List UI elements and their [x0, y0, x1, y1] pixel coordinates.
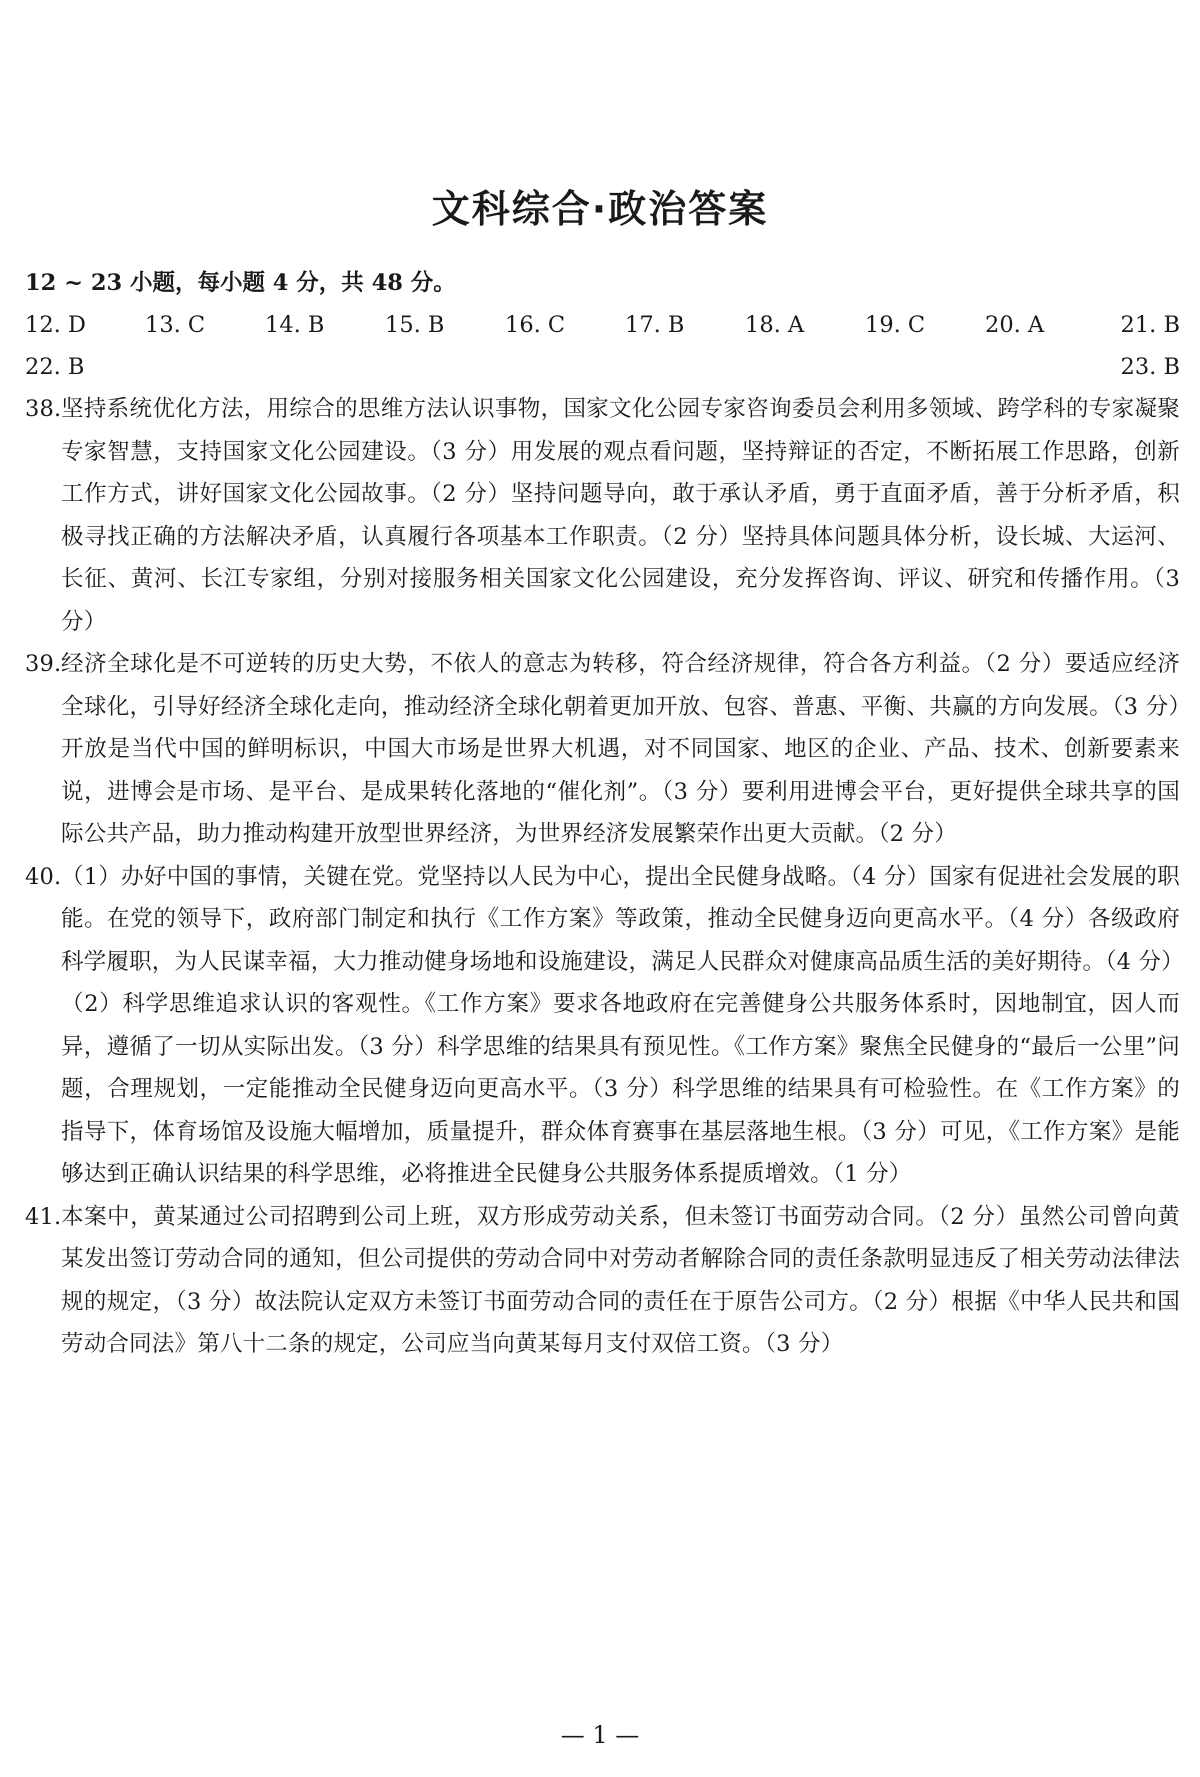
question-39 — [25, 643, 1180, 856]
page-number: — 1 — — [560, 1721, 640, 1749]
mc-answer: 23. B — [1120, 354, 1180, 380]
question-40 — [25, 856, 1184, 1196]
mc-answer: 13. C — [145, 312, 206, 338]
mc-answer: 16. C — [505, 312, 566, 338]
mc-answer: 17. B — [625, 312, 685, 338]
mc-answer: 18. A — [745, 312, 805, 338]
mc-answer: 12. D — [25, 312, 86, 338]
mc-answer: 19. C — [865, 312, 926, 338]
answer-paragraph: 经济全球化是不可逆转的历史大势，不依人的意志为转移，符合经济规律，符合各方利益。（2 分）要适应经济全球化，引导好经济全球化走向，推动经济全球化朝着更加开放、包容、普惠、平衡、共赢的方向发展。（3 分）开放是当代中国的鲜明标识，中国大市场是世界大机遇，对不同国家、地区的企业、产品、技术、创新要素来说，进博会是市场、是平台、是成果转化落地的“催化剂”。（3 分）要利用进博会平台，更好提供全球共享的国际公共产品，助力推动构建开放型世界经济，为世界经济发展繁荣作出更大贡献。（2 分） — [61, 651, 1180, 847]
mc-answer: 21. B — [1120, 312, 1180, 338]
answer-body — [25, 262, 1184, 1366]
mc-answer: 15. B — [385, 312, 445, 338]
question-number: 41. — [25, 1203, 62, 1230]
answer-paragraph: 坚持系统优化方法，用综合的思维方法认识事物，国家文化公园专家咨询委员会利用多领域、跨学科的专家凝聚专家智慧，支持国家文化公园建设。（3 分）用发展的观点看问题，坚持辩证的否定，不断拓展工作思路，创新工作方式，讲好国家文化公园故事。（2 分）坚持问题导向，敢于承认矛盾，勇于直面矛盾，善于分析矛盾，积极寻找正确的方法解决矛盾，认真履行各项基本工作职责。（2 分）坚持具体问题具体分析，设长城、大运河、长征、黄河、长江专家组，分别对接服务相关国家文化公园建设，充分发挥咨询、评议、研究和传播作用。（3 分） — [61, 396, 1180, 635]
page-title: 文科综合·政治答案 — [431, 187, 769, 231]
mc-answer: 22. B — [25, 354, 85, 380]
mc-answer: 14. B — [265, 312, 325, 338]
mc-answer-row-1 — [25, 304, 1180, 346]
mc-answer: 20. A — [985, 312, 1045, 338]
question-number: 40. — [25, 863, 62, 890]
question-number: 38. — [25, 396, 62, 422]
mc-answer-row-2 — [25, 346, 1180, 388]
question-38 — [25, 388, 1180, 643]
answer-paragraph: （1）办好中国的事情，关键在党。党坚持以人民为中心，提出全民健身战略。（4 分）国家有促进社会发展的职能。在党的领导下，政府部门制定和执行《工作方案》等政策，推动全民健身迈向更高水平。（4 分）各级政府科学履职，为人民谋幸福，大力推动健身场地和设施建设，满足人民群众对健康高品质生活的美好期待。（4 分） — [61, 863, 1184, 975]
answer-paragraph: （2）科学思维追求认识的客观性。《工作方案》要求各地政府在完善健身公共服务体系时，因地制宜，因人而异，遵循了一切从实际出发。（3 分）科学思维的结果具有预见性。《工作方案》聚焦全民健身的“最后一公里”问题，合理规划，一定能推动全民健身迈向更高水平。（3 分）科学思维的结果具有可检验性。在《工作方案》的指导下，体育场馆及设施大幅增加，质量提升，群众体育赛事在基层落地生根。（3 分）可见，《工作方案》是能够达到正确认识结果的科学思维，必将推进全民健身公共服务体系提质增效。（1 分） — [61, 991, 1180, 1187]
answer-paragraph: 本案中，黄某通过公司招聘到公司上班，双方形成劳动关系，但未签订书面劳动合同。（2 分）虽然公司曾向黄某发出签订劳动合同的通知，但公司提供的劳动合同中对劳动者解除合同的责任条款明显违反了相关劳动法律法规的规定，（3 分）故法院认定双方未签订书面劳动合同的责任在于原告公司方。（2 分）根据《中华人民共和国劳动合同法》第八十二条的规定，公司应当向黄某每月支付双倍工资。（3 分） — [61, 1203, 1180, 1357]
question-41 — [25, 1196, 1180, 1366]
mc-intro: 12 ~ 23 小题，每小题 4 分，共 48 分。 — [25, 270, 456, 296]
question-number: 39. — [25, 651, 62, 677]
